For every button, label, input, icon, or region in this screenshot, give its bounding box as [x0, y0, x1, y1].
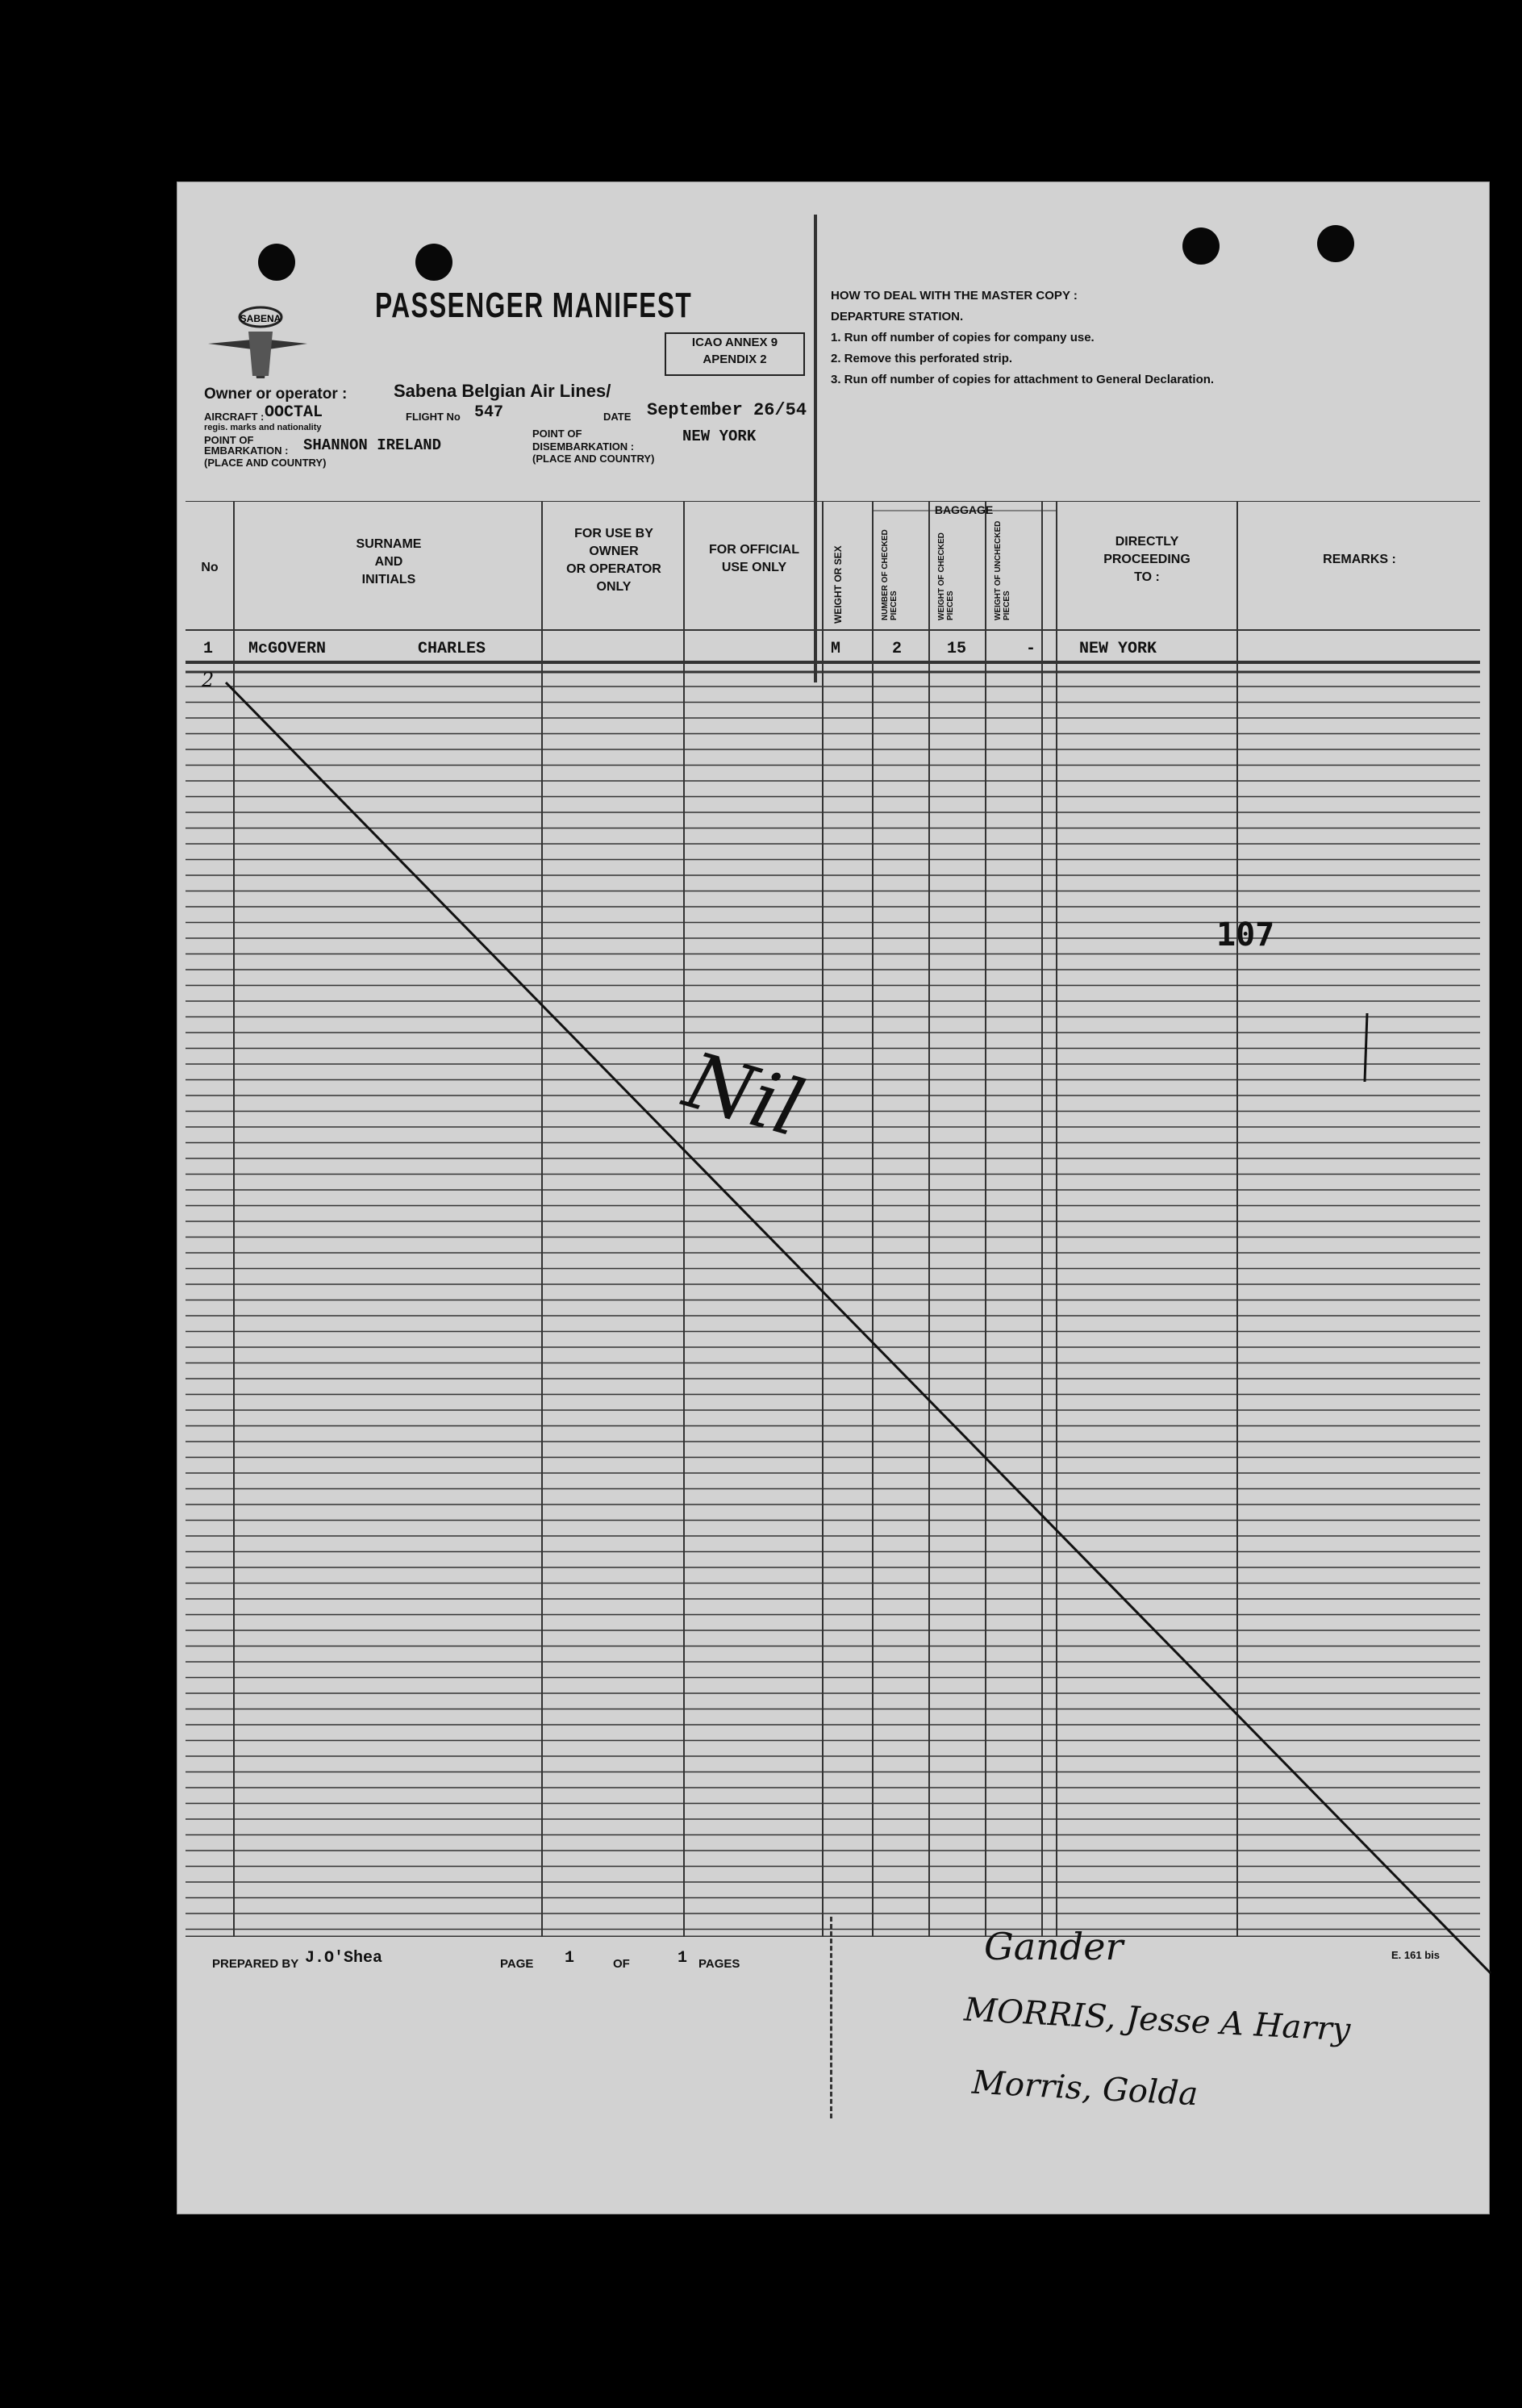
flight-label: FLIGHT No [406, 411, 461, 423]
row-1-weight-sex: M [831, 640, 841, 658]
pages-label: PAGES [698, 1957, 740, 1971]
cancellation-line [186, 501, 1500, 1937]
form-code: E. 161 bis [1391, 1949, 1440, 1961]
handwritten-morris-harry: MORRIS, Jesse A Harry [963, 1991, 1352, 2049]
regis-label: regis. marks and nationality [204, 423, 322, 432]
logo-text: SABENA [240, 313, 281, 324]
of-label: OF [613, 1957, 630, 1971]
col-header-no: No [201, 561, 219, 574]
punch-hole [415, 244, 452, 281]
prepared-by-label: PREPARED BY [212, 1957, 299, 1971]
row-2-handwritten-number: 2 [202, 669, 215, 691]
aircraft-value: OOCTAL [265, 403, 323, 422]
owner-label: Owner or operator : [204, 386, 348, 403]
embark-label-1: POINT OF [204, 434, 254, 446]
col-header-weight-unchecked: WEIGHT OF UNCHECKED PIECES [994, 520, 1011, 620]
row-1-destination: NEW YORK [1079, 640, 1157, 658]
col-header-weight-checked: WEIGHT OF CHECKED PIECES [937, 532, 955, 620]
prepared-by-value: J.O'Shea [305, 1949, 383, 1968]
instructions-step: 2. Remove this perforated strip. [831, 352, 1013, 365]
col-header-remarks: REMARKS : [1323, 553, 1396, 566]
disembark-label-1: POINT OF [532, 428, 582, 440]
col-header-owner: FOR USE BY OWNER OR OPERATOR ONLY [566, 527, 661, 594]
date-value: September 26/54 [647, 400, 807, 420]
row-1-surname: McGOVERN [248, 640, 327, 658]
col-header-surname: SURNAME AND INITIALS [356, 537, 422, 586]
punch-hole [1317, 225, 1354, 262]
row-1-weight-checked: 15 [947, 640, 967, 658]
row-1-weight-unchecked: - [1026, 640, 1036, 658]
col-header-num-checked: NUMBER OF CHECKED PIECES [881, 529, 899, 620]
row-1-no: 1 [203, 640, 214, 658]
punch-hole [258, 244, 295, 281]
page-value: 1 [565, 1949, 575, 1968]
embark-label-2: EMBARKATION : [204, 444, 289, 457]
disembark-sub: (PLACE AND COUNTRY) [532, 453, 655, 465]
manifest-page [177, 182, 1490, 2214]
handwritten-gander: Gander [984, 1925, 1124, 1968]
row-1-initials: CHARLES [418, 640, 486, 658]
instructions-subheading: DEPARTURE STATION. [831, 310, 964, 323]
page-label: PAGE [500, 1957, 534, 1971]
handwritten-morris-golda: Morris, Golda [970, 2064, 1199, 2114]
nil-annotation: Nil [675, 1035, 814, 1154]
sabena-logo [204, 299, 309, 388]
embark-value: SHANNON IRELAND [303, 436, 442, 454]
instructions-heading: HOW TO DEAL WITH THE MASTER COPY : [831, 289, 1078, 303]
instructions-step: 1. Run off number of copies for company use. [831, 331, 1095, 344]
of-value: 1 [678, 1949, 688, 1968]
flight-value: 547 [474, 403, 504, 422]
instructions-block [831, 286, 1214, 390]
owner-value: Sabena Belgian Air Lines/ [394, 381, 611, 401]
page-title: PASSENGER MANIFEST [375, 286, 693, 325]
perforation-dashes [830, 1917, 832, 2118]
icao-box: ICAO ANNEX 9 APENDIX 2 [665, 332, 805, 376]
row-1-num-checked: 2 [892, 640, 903, 658]
col-header-destination: DIRECTLY PROCEEDING TO : [1103, 535, 1190, 584]
stamp-number: 107 [1216, 916, 1275, 954]
disembark-value: NEW YORK [682, 428, 757, 445]
embark-sub: (PLACE AND COUNTRY) [204, 457, 327, 469]
date-label: DATE [603, 411, 632, 423]
col-header-baggage: BAGGAGE [934, 503, 994, 516]
col-header-weight-sex: WEIGHT OR SEX [832, 545, 844, 624]
punch-hole [1182, 227, 1220, 265]
aircraft-label: AIRCRAFT : [204, 411, 265, 423]
passenger-table [186, 501, 1480, 1937]
col-header-official: FOR OFFICIAL USE ONLY [709, 543, 799, 574]
instructions-step: 3. Run off number of copies for attachment to General Declaration. [831, 373, 1215, 386]
disembark-label-2: DISEMBARKATION : [532, 440, 635, 453]
